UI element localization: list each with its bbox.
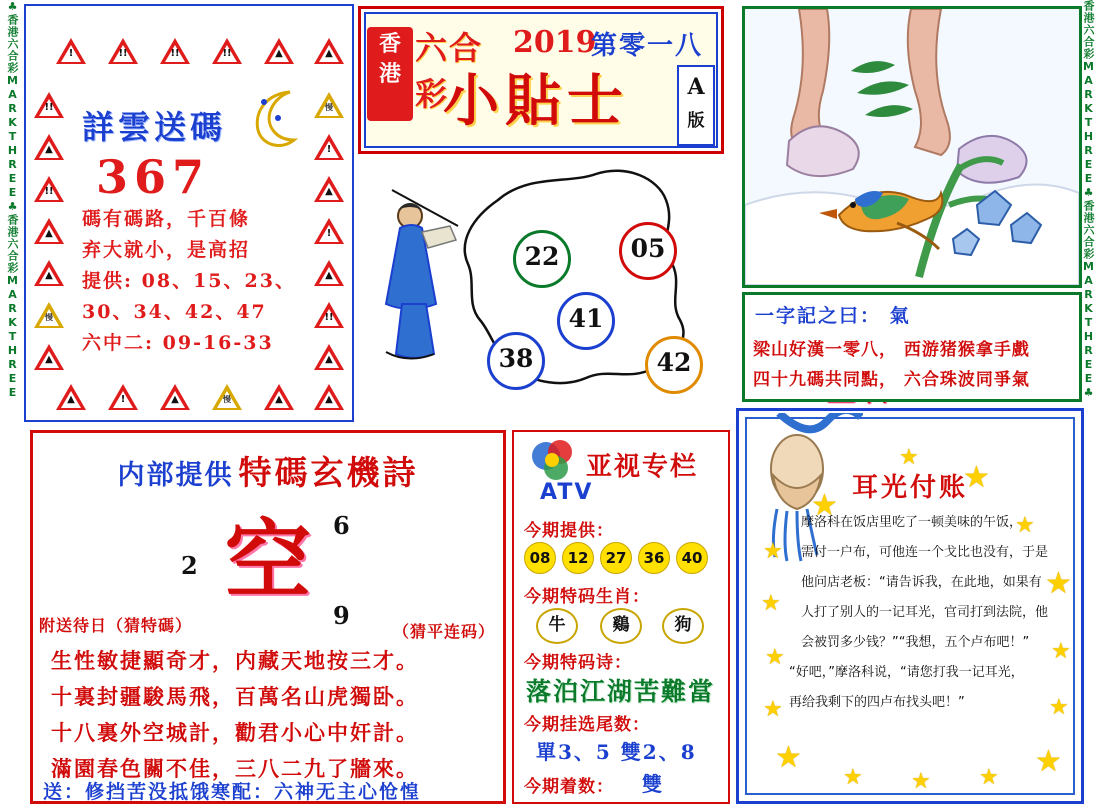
sign-line-1: 弃大就小，是高招 bbox=[82, 239, 251, 261]
six-mark-logo: 六合彩 bbox=[415, 29, 484, 113]
poem-title: 特碼玄機詩 bbox=[238, 453, 419, 492]
poem-header bbox=[33, 447, 503, 494]
story-line-3: 人打了别人的一记耳光，官司打到法院，他 bbox=[801, 605, 1049, 620]
watermark-right: 香港六合彩MARKTHREE♣香港六合彩MARKTHREE♣ bbox=[1076, 0, 1100, 810]
lucky-ball-42: 42 bbox=[645, 336, 703, 394]
warning-sign-icon: !! bbox=[212, 38, 242, 65]
atv-ball-40: 40 bbox=[676, 542, 708, 574]
atv-look-value: 雙 bbox=[642, 772, 664, 796]
sign-line-2: 提供: 08、15、23、 bbox=[82, 270, 296, 292]
verse-line-1: 十裏封疆駿馬飛，百萬名山虎獨卧。 bbox=[51, 684, 419, 709]
star-icon: ★ bbox=[1045, 566, 1072, 601]
center-illustration bbox=[358, 156, 724, 422]
big-number: 367 bbox=[96, 150, 211, 204]
hk-logo: 香 港 bbox=[367, 27, 413, 121]
star-icon: ★ bbox=[763, 697, 783, 722]
warning-sign-icon: ▲ bbox=[34, 260, 64, 287]
story-line-6: 再给我剩下的四卢布找头吧！” bbox=[789, 695, 965, 710]
star-icon: ★ bbox=[899, 445, 919, 470]
verse-line-3: 滿園春色關不佳，三八二九了牆來。 bbox=[51, 756, 419, 781]
warning-sign-icon: !! bbox=[108, 38, 138, 65]
star-icon: ★ bbox=[761, 591, 781, 616]
warning-sign-icon: !! bbox=[34, 176, 64, 203]
slow-sign-icon: 慢 bbox=[34, 302, 64, 329]
atv-logo-icon bbox=[526, 438, 582, 484]
warning-sign-icon: ▲ bbox=[56, 384, 86, 411]
warning-sign-icon: ▲ bbox=[264, 384, 294, 411]
note-left: 附送待日（猜特碼） bbox=[39, 616, 193, 635]
star-icon: ★ bbox=[811, 488, 838, 523]
atv-ball-08: 08 bbox=[524, 542, 556, 574]
warning-sign-icon: ▲ bbox=[314, 344, 344, 371]
warning-sign-icon: ▲ bbox=[314, 260, 344, 287]
warning-sign-icon: ▲ bbox=[314, 38, 344, 65]
atv-zodiac-2: 狗 bbox=[662, 608, 704, 644]
story-title: 耳光付账 bbox=[851, 473, 968, 503]
star-icon: ★ bbox=[963, 460, 990, 495]
big-word: 空 bbox=[225, 510, 311, 611]
lucky-ball-05: 05 bbox=[619, 222, 677, 280]
warning-sign-icon: ▲ bbox=[34, 344, 64, 371]
story-line-5: “好吧，”摩洛科说，“请您打我一记耳光， bbox=[789, 665, 1024, 680]
story-panel bbox=[736, 408, 1084, 804]
poem-prefix: 内部提供 bbox=[117, 460, 234, 491]
sign-line-4: 六中二: 09-16-33 bbox=[82, 332, 274, 354]
sign-line-3: 30、34、42、47 bbox=[82, 301, 267, 323]
star-icon: ★ bbox=[763, 539, 783, 564]
atv-zodiac-label: 今期特码生肖： bbox=[524, 587, 650, 607]
star-icon: ★ bbox=[1051, 639, 1071, 664]
warning-sign-icon: !! bbox=[160, 38, 190, 65]
atv-look-label: 今期着数： bbox=[524, 777, 614, 797]
star-icon: ★ bbox=[1015, 513, 1035, 538]
slow-sign-icon: 慢 bbox=[314, 92, 344, 119]
atv-poem: 落泊江湖苦難當 bbox=[526, 677, 716, 706]
page-title: 小貼士 bbox=[443, 68, 629, 134]
story-line-4: 会被罚多少钱？”“我想，五个卢布吧！” bbox=[801, 635, 1030, 650]
star-icon: ★ bbox=[765, 645, 785, 670]
atv-ball-36: 36 bbox=[638, 542, 670, 574]
atv-zodiac-1: 鷄 bbox=[600, 608, 642, 644]
lucky-ball-22: 22 bbox=[513, 230, 571, 288]
star-icon: ★ bbox=[843, 765, 863, 790]
warning-sign-icon: !! bbox=[34, 92, 64, 119]
star-icon: ★ bbox=[911, 769, 931, 794]
atv-offer-label: 今期提供： bbox=[524, 521, 614, 541]
digit-bottom: 9 bbox=[333, 601, 350, 630]
story-line-2: 他问店老板：“请告诉我，在此地，如果有 bbox=[801, 575, 1042, 590]
poem-box-line-0: 梁山好漢一零八， 西游猪猴拿手戲 bbox=[753, 340, 1030, 360]
atv-tail-value: 單3、5 雙2、8 bbox=[536, 740, 697, 764]
star-icon: ★ bbox=[775, 740, 802, 775]
atv-title: 亚视专栏 bbox=[586, 452, 699, 482]
version-badge: A 版 bbox=[677, 65, 715, 146]
atv-poem-label: 今期特码诗： bbox=[524, 653, 632, 673]
bird-illustration bbox=[742, 6, 1082, 288]
story-line-1: 需付一户布，可他连一个戈比也没有，于是 bbox=[801, 545, 1049, 560]
one-word-heading: 一字記之曰： 氣 bbox=[755, 305, 911, 327]
lucky-ball-38: 38 bbox=[487, 332, 545, 390]
verse-line-2: 十八裏外空城計，勸君小心中奸計。 bbox=[51, 720, 419, 745]
star-icon: ★ bbox=[979, 765, 999, 790]
story-line-0: 摩洛科在饭店里吃了一顿美味的午饭， bbox=[801, 515, 1023, 530]
year-text: 2019 bbox=[513, 25, 597, 60]
sign-panel-text bbox=[82, 102, 332, 359]
warning-sign-icon: ▲ bbox=[314, 384, 344, 411]
atv-tail-label: 今期挂选尾数： bbox=[524, 715, 650, 735]
fisherman-figure bbox=[362, 180, 482, 380]
issue-text: 第零一八 bbox=[591, 31, 704, 61]
atv-ball-27: 27 bbox=[600, 542, 632, 574]
one-word-poem-box bbox=[742, 292, 1082, 402]
detail-title: 詳雲送碼 bbox=[82, 108, 227, 146]
warning-sign-icon: ▲ bbox=[264, 38, 294, 65]
bird-scene-svg bbox=[745, 9, 1079, 285]
star-icon: ★ bbox=[1035, 744, 1062, 779]
atv-ball-12: 12 bbox=[562, 542, 594, 574]
warning-sign-icon: ! bbox=[314, 218, 344, 245]
warning-sign-icon: ▲ bbox=[314, 176, 344, 203]
header-banner bbox=[358, 6, 724, 154]
atv-zodiac-0: 牛 bbox=[536, 608, 578, 644]
warning-sign-icon: ! bbox=[56, 38, 86, 65]
secret-poem-panel bbox=[30, 430, 506, 804]
lucky-ball-41: 41 bbox=[557, 292, 615, 350]
warning-sign-icon: !! bbox=[314, 302, 344, 329]
warning-sign-panel bbox=[24, 4, 354, 422]
digit-top: 6 bbox=[333, 511, 350, 540]
verse-line-0: 生性敏捷顯奇才，内藏天地按三才。 bbox=[51, 648, 419, 673]
star-icon: ★ bbox=[1049, 695, 1069, 720]
warning-sign-icon: ! bbox=[108, 384, 138, 411]
warning-sign-icon: ▲ bbox=[160, 384, 190, 411]
warning-sign-icon: ▲ bbox=[34, 134, 64, 161]
poem-box-line-1: 四十九碼共同點， 六合珠波同爭氣 bbox=[753, 370, 1030, 390]
note-right: （猜平连码） bbox=[392, 622, 495, 641]
atv-logo-text: ATV bbox=[540, 480, 594, 505]
atv-column-panel bbox=[512, 430, 730, 804]
slow-sign-icon: 慢 bbox=[212, 384, 242, 411]
warning-sign-icon: ▲ bbox=[34, 218, 64, 245]
verse-last-line: 送：修挡苦没抵饿寒配：六神无主心怆惶 bbox=[43, 781, 422, 803]
watermark-left: ♣香港六合彩MARKTHREE♣香港六合彩MARKTHREE bbox=[0, 0, 24, 810]
digit-left: 2 bbox=[181, 551, 198, 580]
sign-line-0: 碼有碼路，千百條 bbox=[82, 208, 251, 230]
warning-sign-icon: ! bbox=[314, 134, 344, 161]
